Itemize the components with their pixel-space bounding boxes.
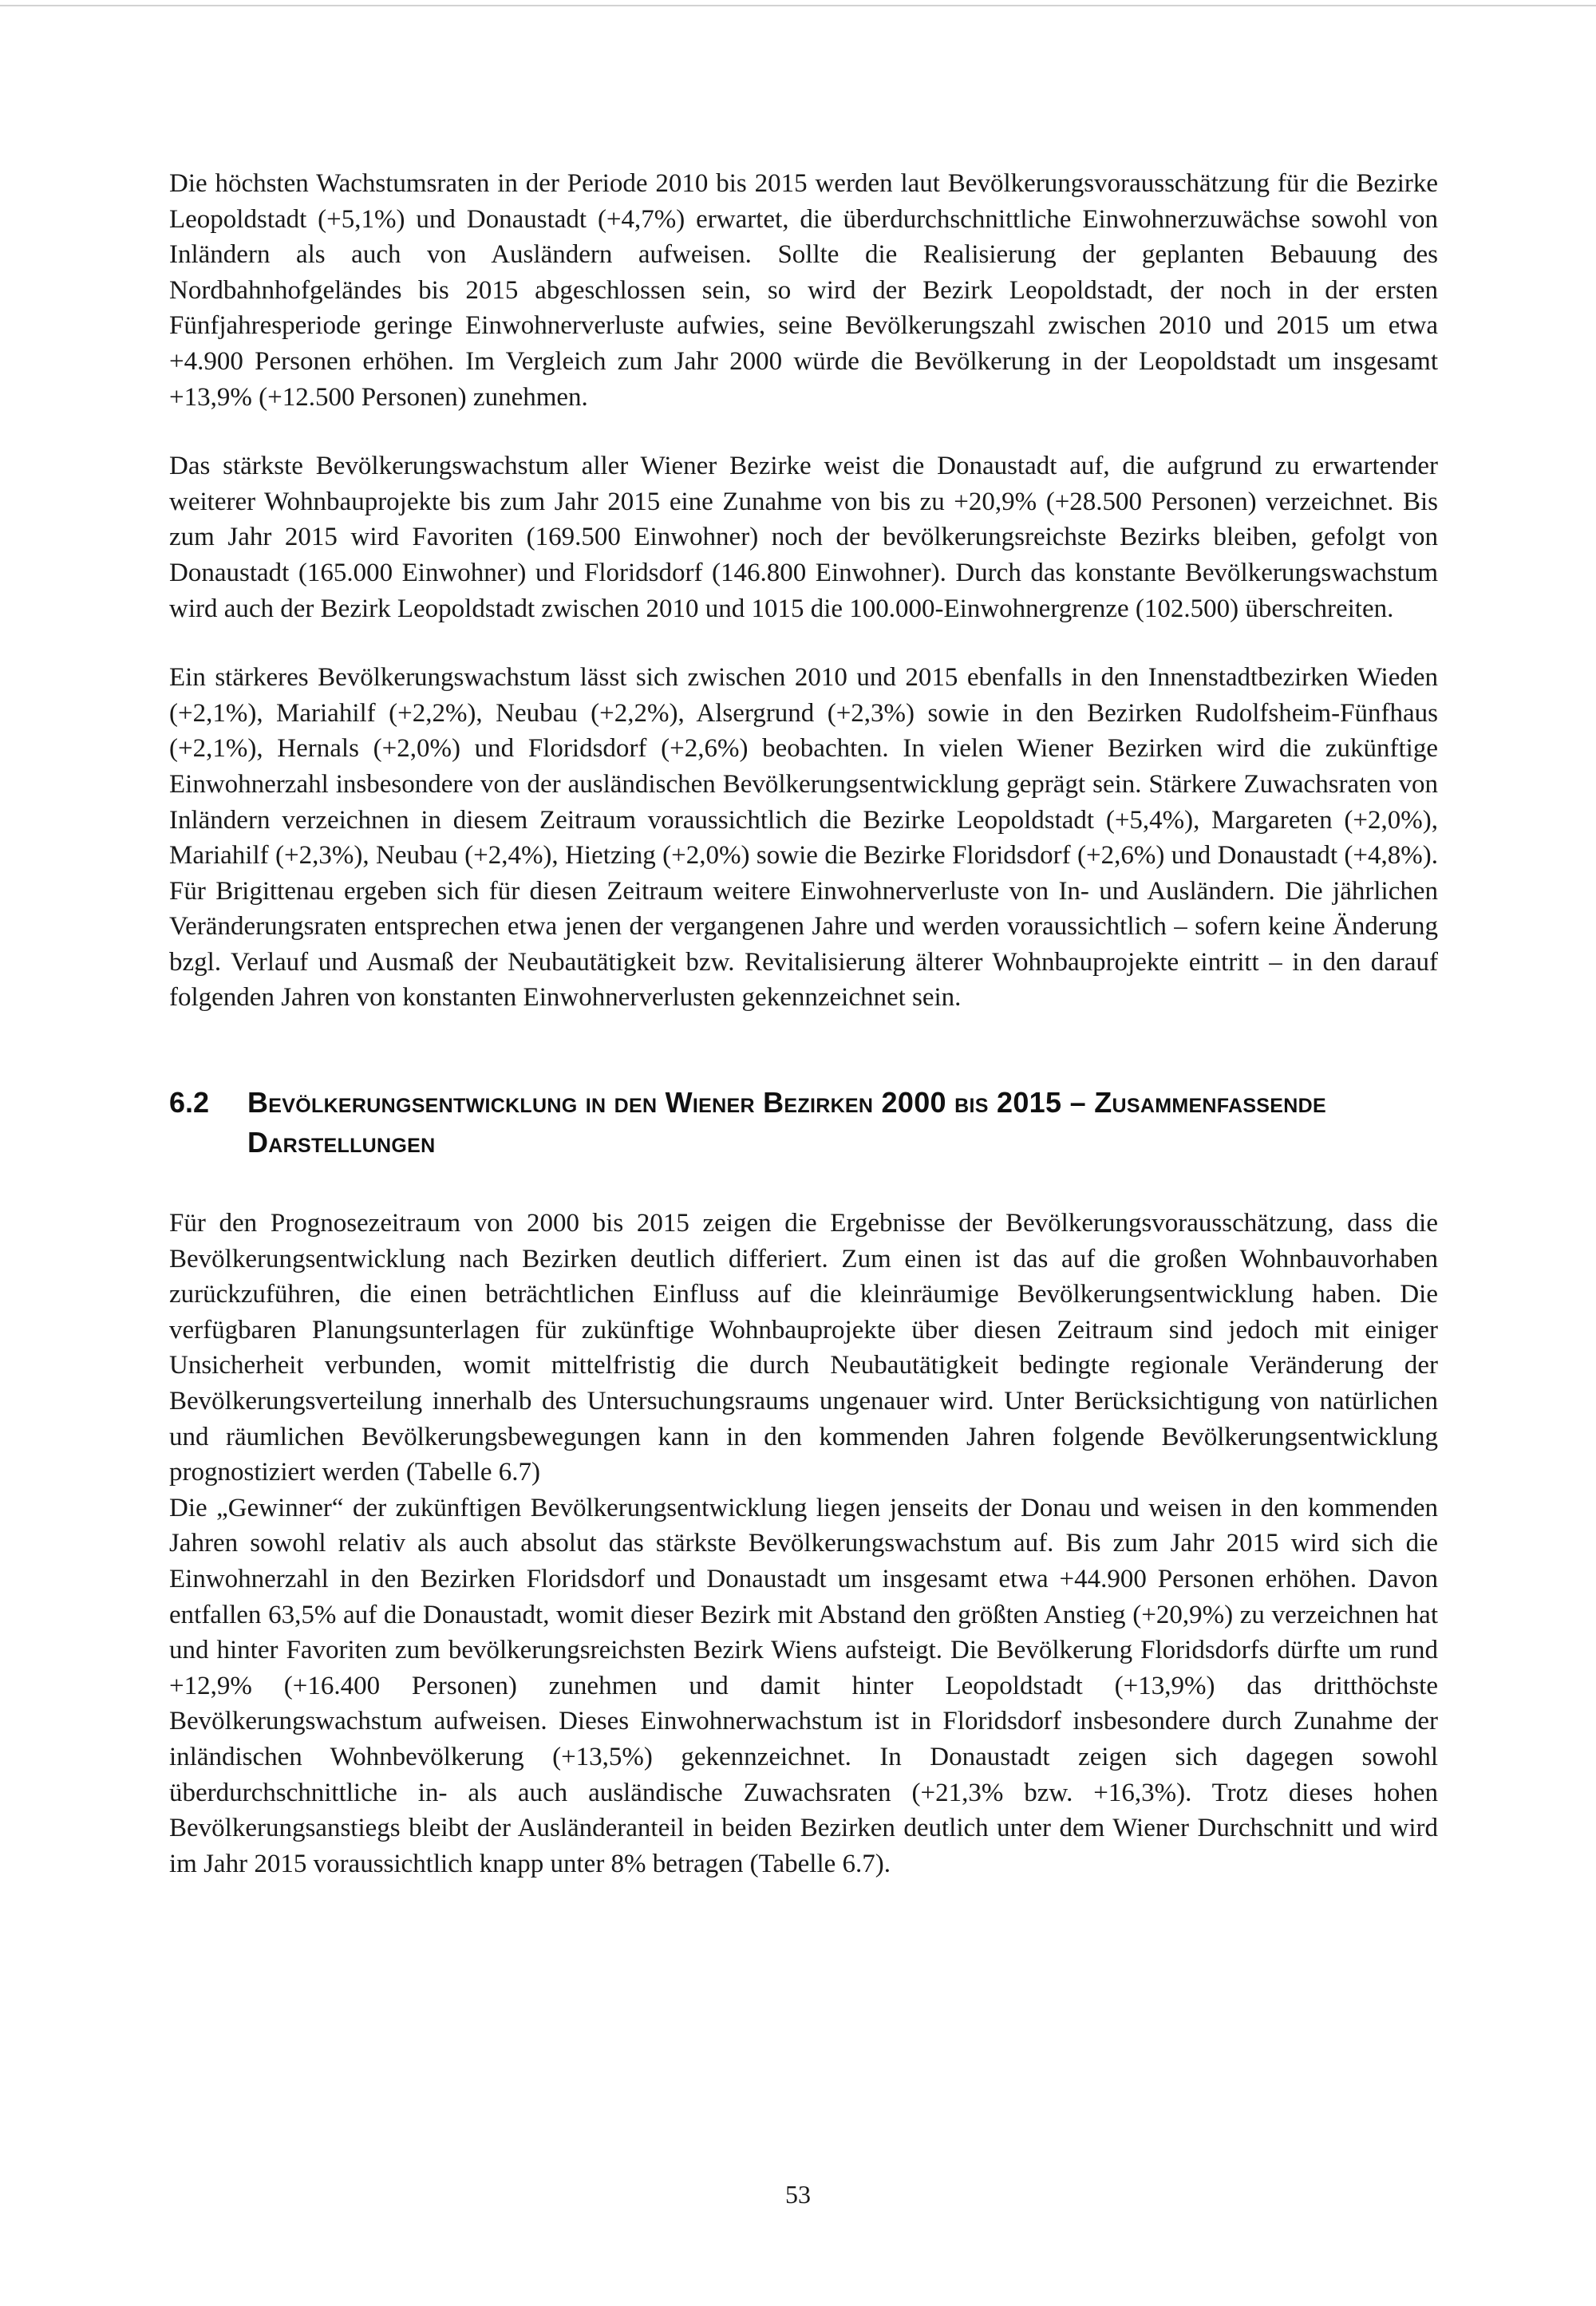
paragraph-winners: Die „Gewinner“ der zukünftigen Bevölkerungsentwicklung liegen jenseits der Donau und weisen in den kommenden Jahren sowohl relativ als auch absolut das stärkste Bevölkerungswachstum auf. Bis zum Jahr 2015 wird sich die Einwohnerzahl in den Bezirken Floridsdorf und Donaustadt um insgesamt etwa +44.900 Personen erhöhen. Davon entfallen 63,5% auf die Donaustadt, womit dieser Bezirk mit Abstand den größten Anstieg (+20,9%) zu verzeichnen hat und hinter Favoriten zum bevölkerungsreichsten Bezirk Wiens aufsteigt. Die Bevölkerung Floridsdorfs dürfte um rund +12,9% (+16.400 Personen) zunehmen und damit hinter Leopoldstadt (+13,9%) das dritthöchste Bevölkerungswachstum aufweisen. Dieses Einwohnerwachstum ist in Floridsdorf insbesondere durch Zunahme der inländischen Wohnbevölkerung (+13,5%) gekennzeichnet. In Donaustadt zeigen sich dagegen sowohl überdurchschnittliche in- als auch ausländische Zuwachsraten (+21,3% bzw. +16,3%). Trotz dieses hohen Bevölkerungsanstiegs bleibt der Ausländeranteil in beiden Bezirken deutlich unter dem Wiener Durchschnitt und wird im Jahr 2015 voraussichtlich knapp unter 8% betragen (Tabelle 6.7). <box>169 1493 1438 1878</box>
section-heading <box>169 1083 1438 1163</box>
scan-top-edge <box>0 5 1596 6</box>
paragraph-donaustadt-growth: Das stärkste Bevölkerungswachstum aller Wiener Bezirke weist die Donaustadt auf, die aufgrund zu erwartender weiterer Wohnbauprojekte bis zum Jahr 2015 eine Zunahme von bis zu +20,9% (+28.500 Personen) verzeichnet. Bis zum Jahr 2015 wird Favoriten (169.500 Einwohner) noch der bevölkerungsreichste Bezirks bleiben, gefolgt von Donaustadt (165.000 Einwohner) und Floridsdorf (146.800 Einwohner). Durch das konstante Bevölkerungswachstum wird auch der Bezirk Leopoldstadt zwischen 2010 und 1015 die 100.000-Einwohnergrenze (102.500) überschreiten. <box>169 452 1438 623</box>
paragraph-inner-districts: Ein stärkeres Bevölkerungswachstum lässt sich zwischen 2010 und 2015 ebenfalls in den Innenstadtbezirken Wieden (+2,1%), Mariahilf (+2,2%), Neubau (+2,2%), Alsergrund (+2,3%) sowie in den Bezirken Rudolfsheim-Fünfhaus (+2,1%), Hernals (+2,0%) und Floridsdorf (+2,6%) beobachten. In vielen Wiener Bezirken wird die zukünftige Einwohnerzahl insbesondere von der ausländischen Bevölkerungsentwicklung geprägt sein. Stärkere Zuwachsraten von Inländern verzeichnen in diesem Zeitraum voraussichtlich die Bezirke Leopoldstadt (+5,4%), Margareten (+2,0%), Mariahilf (+2,3%), Neubau (+2,4%), Hietzing (+2,0%) sowie die Bezirke Floridsdorf (+2,6%) und Donaustadt (+4,8%). Für Brigittenau ergeben sich für diesen Zeitraum weitere Einwohnerverluste von In- und Ausländern. Die jährlichen Veränderungsraten entsprechen etwa jenen der vergangenen Jahre und werden voraussichtlich – sofern keine Änderung bzgl. Verlauf und Ausmaß der Neubautätigkeit bzw. Revitalisierung älterer Wohnbauprojekte eintritt – in den darauf folgenden Jahren von konstanten Einwohnerverlusten gekennzeichnet sein. <box>169 663 1438 1013</box>
section-title: Bevölkerungsentwicklung in den Wiener Bezirken 2000 bis 2015 – Zusammenfassende Darstellungen <box>247 1086 1326 1159</box>
document-page <box>169 166 1438 1882</box>
paragraph-growth-rates: Die höchsten Wachstumsraten in der Periode 2010 bis 2015 werden laut Bevölkerungsvorausschätzung für die Bezirke Leopoldstadt (+5,1%) und Donaustadt (+4,7%) erwartet, die überdurchschnittliche Einwohnerzuwächse sowohl von Inländern als auch von Ausländern aufweisen. Sollte die Realisierung der geplanten Bebauung des Nordbahnhofgeländes bis 2015 abgeschlossen sein, so wird der Bezirk Leopoldstadt, der noch in der ersten Fünfjahresperiode geringe Einwohnerverluste aufwies, seine Bevölkerungszahl zwischen 2010 und 2015 um etwa +4.900 Personen erhöhen. Im Vergleich zum Jahr 2000 würde die Bevölkerung in der Leopoldstadt um insgesamt +13,9% (+12.500 Personen) zunehmen. <box>169 169 1438 412</box>
page-number: 53 <box>785 2180 811 2209</box>
section-number: 6.2 <box>169 1086 210 1119</box>
paragraph-forecast-period: Für den Prognosezeitraum von 2000 bis 2015 zeigen die Ergebnisse der Bevölkerungsvorausschätzung, dass die Bevölkerungsentwicklung nach Bezirken deutlich differiert. Zum einen ist das auf die großen Wohnbauvorhaben zurückzuführen, die einen beträchtlichen Einfluss auf die kleinräumige Bevölkerungsentwicklung haben. Die verfügbaren Planungsunterlagen für zukünftige Wohnbauprojekte über diesen Zeitraum sind jedoch mit einiger Unsicherheit verbunden, womit mittelfristig die durch Neubautätigkeit bedingte regionale Veränderung der Bevölkerungsverteilung innerhalb des Untersuchungsraums ungenauer wird. Unter Berücksichtigung von natürlichen und räumlichen Bevölkerungsbewegungen kann in den kommenden Jahren folgende Bevölkerungsentwicklung prognostiziert werden (Tabelle 6.7) <box>169 1209 1438 1487</box>
